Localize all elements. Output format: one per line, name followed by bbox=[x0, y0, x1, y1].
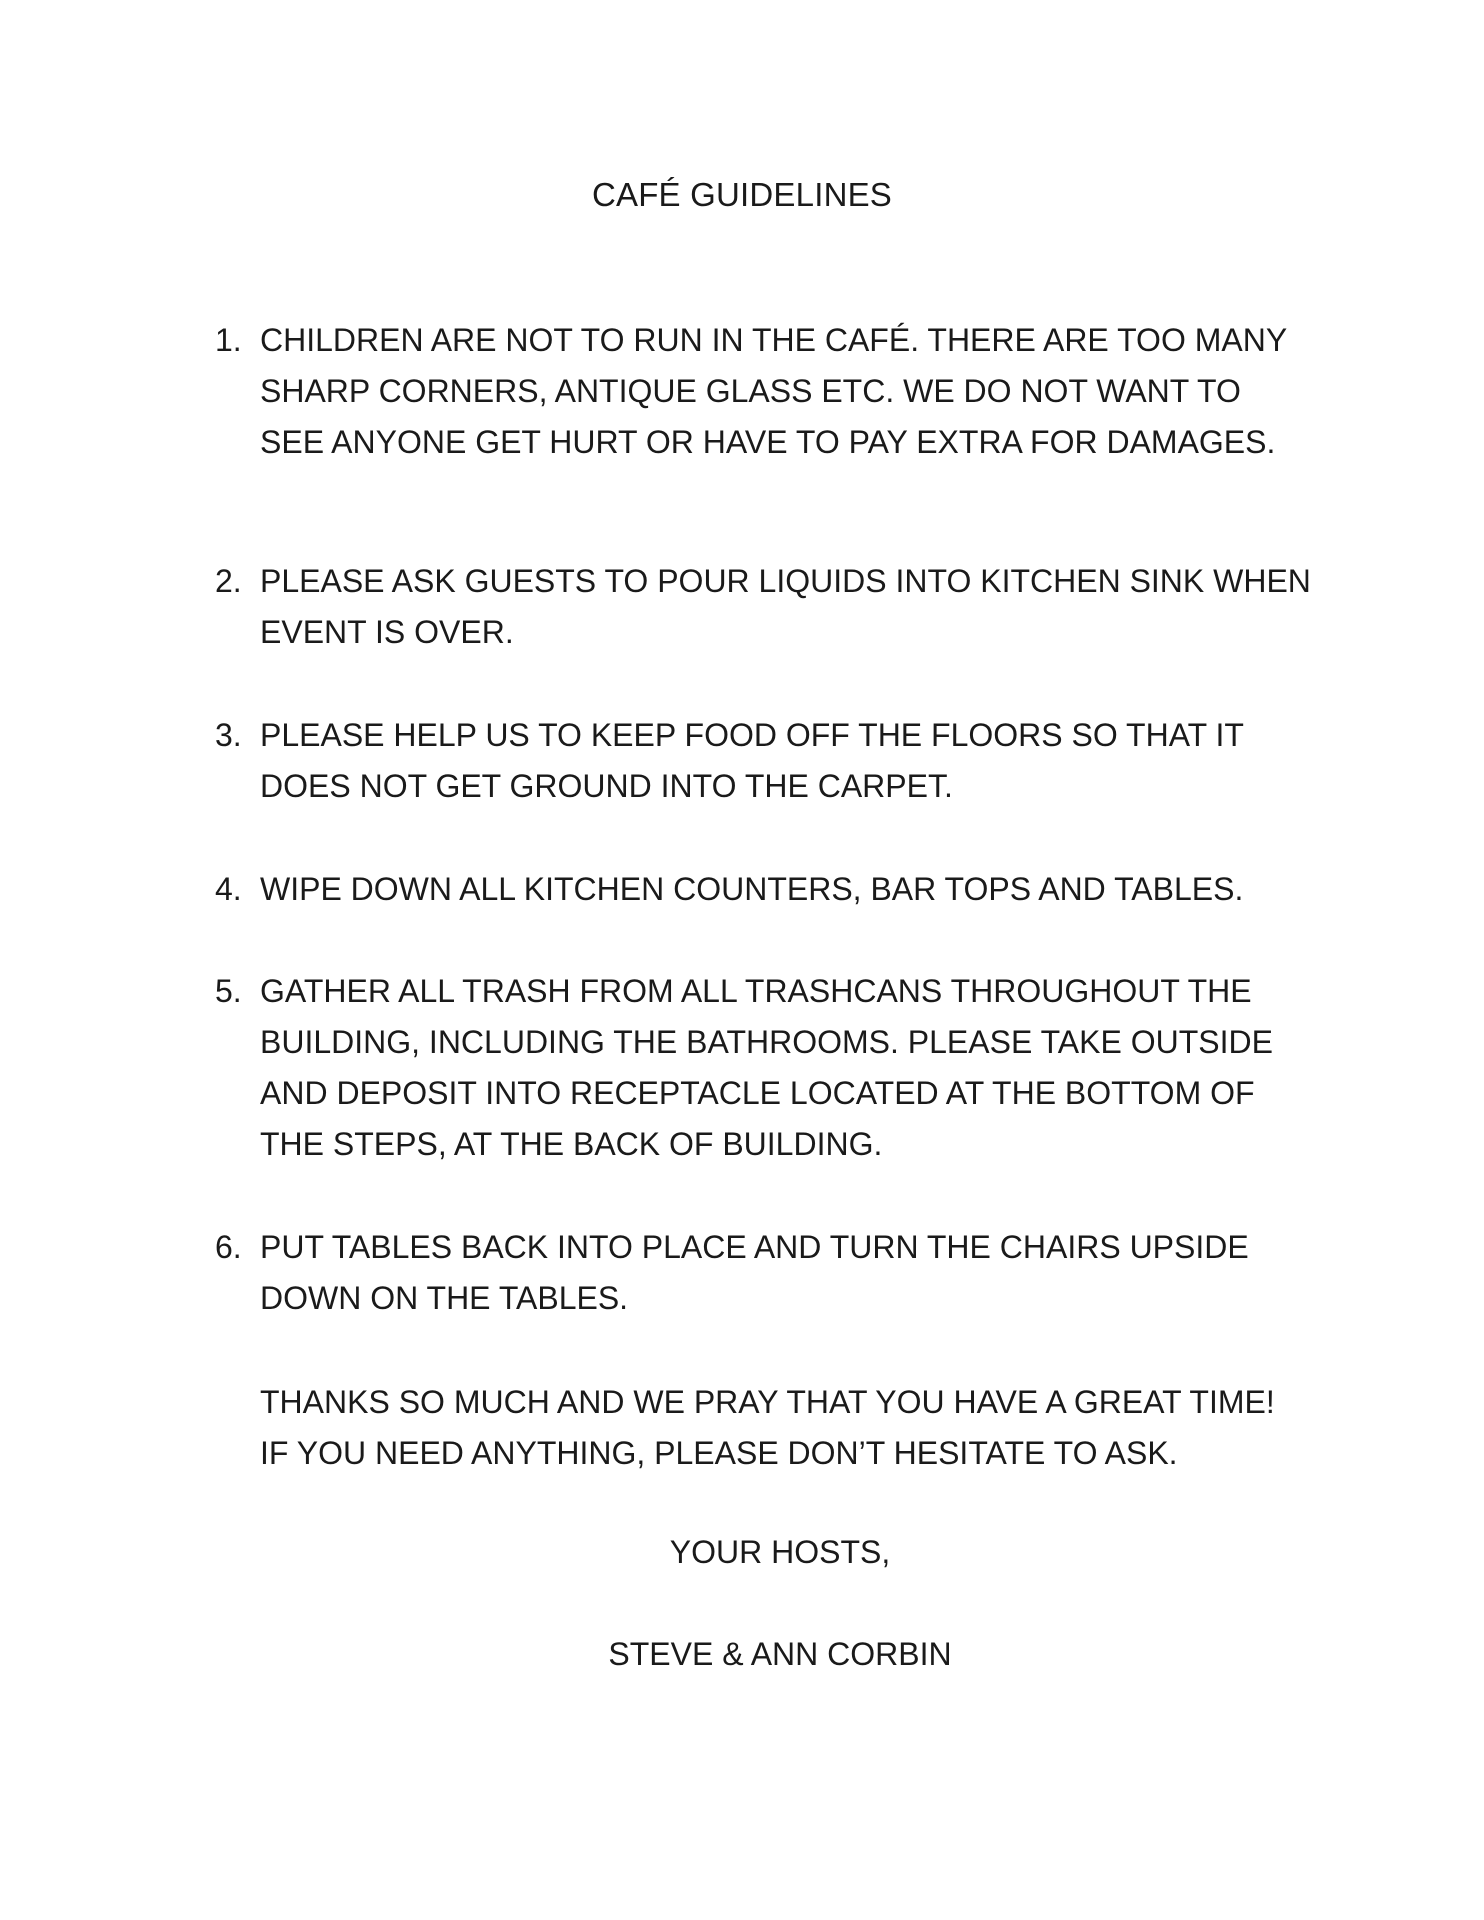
item-line: PLEASE HELP US TO KEEP FOOD OFF THE FLOORS SO THAT IT bbox=[260, 717, 1244, 753]
page-title: CAFÉ GUIDELINES bbox=[591, 176, 893, 213]
signature: STEVE & ANN CORBIN bbox=[608, 1636, 952, 1672]
item-line: AND DEPOSIT INTO RECEPTACLE LOCATED AT THE BOTTOM OF bbox=[260, 1075, 1255, 1111]
item-number: 5. bbox=[215, 973, 242, 1009]
item-number: 4. bbox=[215, 871, 242, 907]
closing-line: IF YOU NEED ANYTHING, PLEASE DON’T HESITATE TO ASK. bbox=[260, 1435, 1178, 1471]
item-text bbox=[260, 556, 1311, 658]
closing-message bbox=[260, 1377, 1275, 1479]
item-line: WIPE DOWN ALL KITCHEN COUNTERS, BAR TOPS AND TABLES. bbox=[260, 871, 1244, 907]
item-line: DOES NOT GET GROUND INTO THE CARPET. bbox=[260, 768, 953, 804]
salutation: YOUR HOSTS, bbox=[669, 1534, 891, 1570]
item-line: GATHER ALL TRASH FROM ALL TRASHCANS THROUGHOUT THE bbox=[260, 973, 1252, 1009]
item-line: BUILDING, INCLUDING THE BATHROOMS. PLEASE TAKE OUTSIDE bbox=[260, 1024, 1273, 1060]
item-line: EVENT IS OVER. bbox=[260, 614, 514, 650]
item-text bbox=[260, 315, 1287, 468]
item-line: THE STEPS, AT THE BACK OF BUILDING. bbox=[260, 1126, 883, 1162]
item-number: 1. bbox=[215, 322, 242, 358]
item-line: PUT TABLES BACK INTO PLACE AND TURN THE CHAIRS UPSIDE bbox=[260, 1229, 1249, 1265]
item-number: 2. bbox=[215, 563, 242, 599]
item-text bbox=[260, 1222, 1249, 1324]
item-line: PLEASE ASK GUESTS TO POUR LIQUIDS INTO KITCHEN SINK WHEN bbox=[260, 563, 1311, 599]
item-line: CHILDREN ARE NOT TO RUN IN THE CAFÉ. THERE ARE TOO MANY bbox=[260, 322, 1288, 358]
item-line: SHARP CORNERS, ANTIQUE GLASS ETC. WE DO NOT WANT TO bbox=[260, 373, 1241, 409]
item-number: 3. bbox=[215, 717, 242, 753]
item-text bbox=[260, 864, 1243, 915]
item-line: DOWN ON THE TABLES. bbox=[260, 1280, 629, 1316]
item-line: SEE ANYONE GET HURT OR HAVE TO PAY EXTRA FOR DAMAGES. bbox=[260, 424, 1276, 460]
item-number: 6. bbox=[215, 1229, 242, 1265]
closing-line: THANKS SO MUCH AND WE PRAY THAT YOU HAVE A GREAT TIME! bbox=[260, 1384, 1275, 1420]
item-text bbox=[260, 710, 1244, 812]
item-text bbox=[260, 966, 1273, 1170]
